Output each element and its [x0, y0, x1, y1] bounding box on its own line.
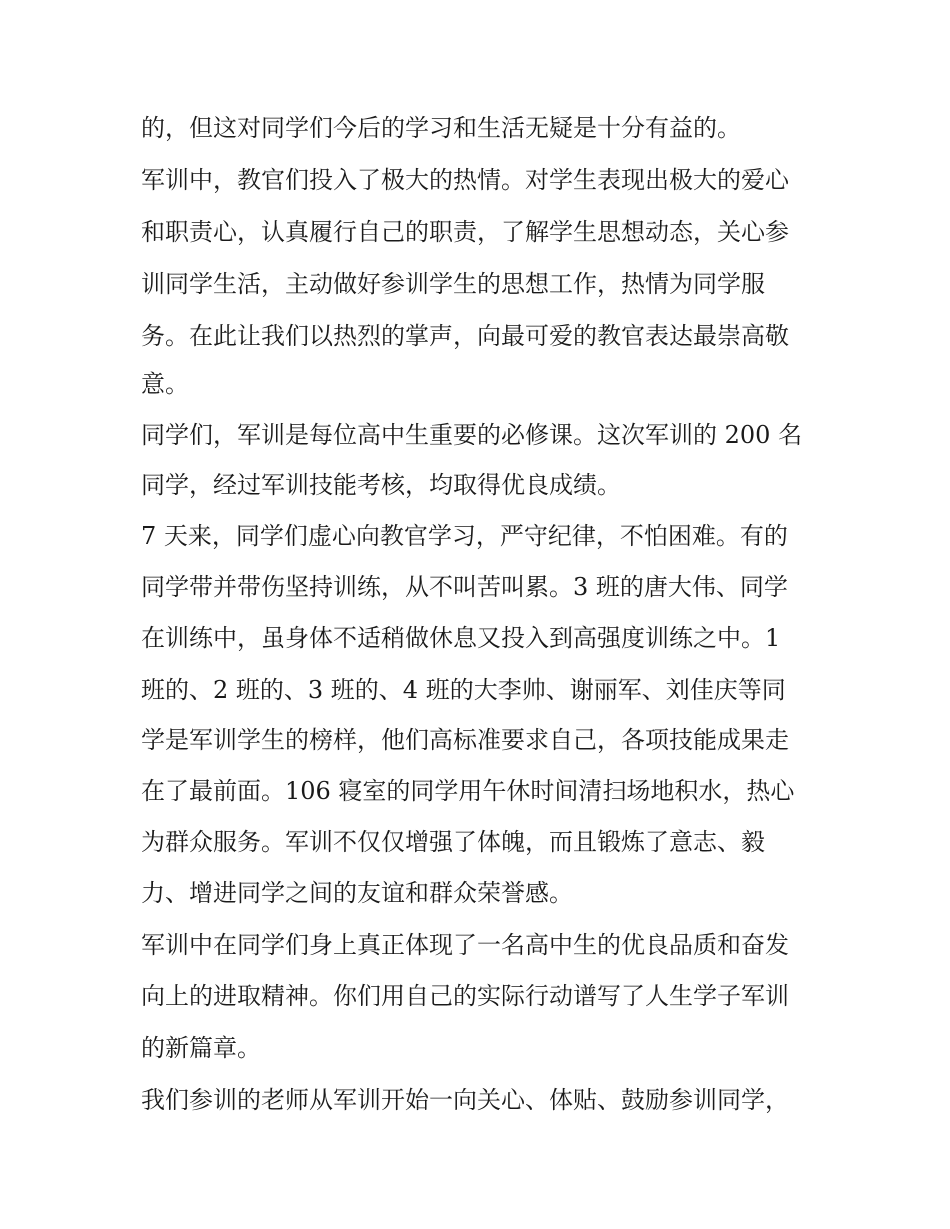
text-line: 为群众服务。军训不仅仅增强了体魄，而且锻炼了意志、毅 [141, 828, 765, 856]
text-line: 的新篇章。 [141, 1034, 261, 1062]
text-line: 7 天来，同学们虚心向教官学习，严守纪律，不怕困难。有的 [141, 522, 788, 550]
text-line: 的，但这对同学们今后的学习和生活无疑是十分有益的。 [141, 114, 741, 142]
text-line: 学是军训学生的榜样，他们高标准要求自己，各项技能成果走 [141, 726, 789, 754]
text-line: 同学，经过军训技能考核，均取得优良成绩。 [141, 471, 621, 499]
text-line: 务。在此让我们以热烈的掌声，向最可爱的教官表达最崇高敬 [141, 322, 789, 350]
text-line: 我们参训的老师从军训开始一向关心、体贴、鼓励参训同学， [141, 1086, 789, 1114]
text-line: 意。 [141, 370, 189, 398]
text-line: 班的、2 班的、3 班的、4 班的大李帅、谢丽军、刘佳庆等同 [141, 676, 786, 704]
text-line: 和职责心，认真履行自己的职责，了解学生思想动态，关心参 [141, 218, 789, 246]
text-line: 军训中在同学们身上真正体现了一名高中生的优良品质和奋发 [141, 931, 789, 959]
text-line: 军训中，教官们投入了极大的热情。对学生表现出极大的爱心 [141, 166, 789, 194]
text-line: 在训练中，虽身体不适稍做休息又投入到高强度训练之中。1 [141, 624, 781, 652]
text-line: 同学们，军训是每位高中生重要的必修课。这次军训的 200 名 [141, 421, 803, 449]
text-line: 训同学生活，主动做好参训学生的思想工作，热情为同学服 [141, 270, 765, 298]
text-line: 力、增进同学之间的友谊和群众荣誉感。 [141, 879, 573, 907]
text-line: 在了最前面。106 寝室的同学用午休时间清扫场地积水，热心 [141, 777, 795, 805]
text-line: 向上的进取精神。你们用自己的实际行动谱写了人生学子军训 [141, 982, 789, 1010]
text-line: 同学带并带伤坚持训练，从不叫苦叫累。3 班的唐大伟、同学 [141, 573, 788, 601]
